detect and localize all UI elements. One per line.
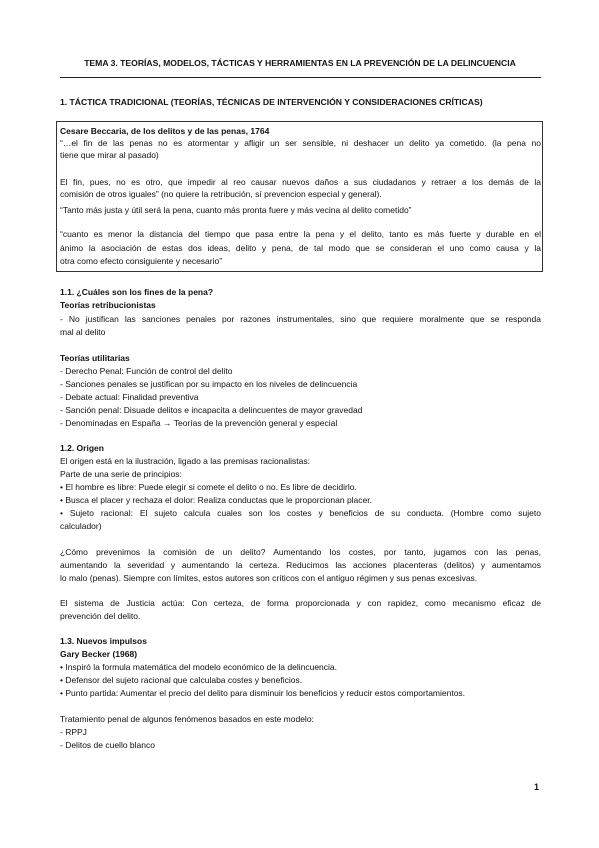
quote-source: Cesare Beccaria, de los delitos y de las penas, 1764 [60,126,270,136]
quote-line: “cuanto es menor la distancia del tiempo que pasa entre la pena y el delito, tanto es más fuerte y durable en el [60,229,541,239]
paragraph-line: - No justifican las sanciones penales por razones instrumentales, sino que requiere moralmente que se responda [60,314,541,324]
quote-line: El fin, pues, no es otro, que impedir al reo causar nuevos daños a sus ciudadanos y retraer a los demás de la [60,177,541,187]
list-item: • Inspiró la formula matemática del modelo económico de la delincuencia. [60,662,338,672]
quote-line: ánimo la asociación de estas dos ideas, delito y pena, de tal modo que se consideran el uno como causa y la [60,243,541,253]
paragraph-line: ¿Cómo prevenimos la comisión de un delito? Aumentando los costes, por tanto, jugamos con las penas, [60,547,541,557]
paragraph-line: mal al delito [60,327,106,337]
quote-line: “Tanto más justa y útil será la pena, cuanto más pronta fuere y más vecina al delito cometido” [60,205,412,215]
paragraph-line: aumentando la severidad y aumentando la certeza. Reducimos las acciones placenteras (delitos) y aumentamos [60,560,541,570]
title-divider [60,77,541,78]
list-item: • El hombre es libre: Puede elegir si comete el delito o no. Es libre de decidirlo. [60,482,357,492]
list-item: - Sanciones penales se justifican por su impacto en los niveles de delincuencia [60,379,358,389]
subheading-retribucionistas: Teorías retribucionistas [60,300,156,310]
subheading-utilitarias: Teorías utilitarias [60,353,130,363]
document-title: TEMA 3. TEORÍAS, MODELOS, TÁCTICAS Y HERRAMIENTAS EN LA PREVENCIÓN DE LA DELINCUENCIA [84,58,516,68]
quote-line: comisión de otros iguales” (no quiere la retribución, sí prevencion especial y general). [60,189,382,199]
list-item: - RPPJ [60,727,87,737]
paragraph-line: prevención del delito. [60,611,141,621]
list-item: • Busca el placer y rechaza el dolor: Realiza conductas que le proporcionan placer. [60,495,372,505]
subsection-1-1-heading: 1.1. ¿Cuáles son los fines de la pena? [60,287,214,297]
paragraph-line: lo malo (penas). Siempre con límites, estos autores son críticos con el antiguo régimen y sus penas excesivas. [60,573,478,583]
list-item: - Debate actual: Finalidad preventiva [60,392,199,402]
subsection-1-2-heading: 1.2. Origen [60,443,104,453]
paragraph-line: El origen está en la ilustración, ligado a las premisas racionalistas: [60,456,310,466]
paragraph-line: El sistema de Justicia actúa: Con certeza, de forma proporcionada y con rapidez, como mecanismo eficaz de [60,598,541,608]
subsection-1-3-heading: 1.3. Nuevos impulsos [60,636,147,646]
list-item: - Sanción penal: Disuade delitos e incapacita a delincuentes de mayor gravedad [60,405,363,415]
quote-line: tiene que mirar al pasado) [60,150,159,160]
list-item: • Sujeto racional: El sujeto calcula cuales son los costes y beneficios de su conducta. (Hombre como sujeto [60,508,541,518]
list-item: - Denominadas en España → Teorías de la prevención general y especial [60,418,338,428]
list-item: calculador) [60,521,102,531]
list-item: • Punto partida: Aumentar el precio del delito para disminuir los beneficios y reducir estos comportamientos. [60,688,466,698]
quote-line: otra como efecto consiguiente y necesario” [60,256,223,266]
list-item: • Defensor del sujeto racional que calculaba costes y beneficios. [60,675,303,685]
quote-line: “…el fin de las penas no es atormentar y afligir un ser sensible, ni deshacer un delito ya cometido. (la pena no [60,138,541,148]
section-1-heading: 1. TÁCTICA TRADICIONAL (TEORÍAS, TÉCNICAS DE INTERVENCIÓN Y CONSIDERACIONES CRÍTICAS) [60,97,483,107]
paragraph-line: Tratamiento penal de algunos fenómenos basados en este modelo: [60,714,314,724]
list-item: - Derecho Penal: Función de control del delito [60,366,233,376]
page-number: 1 [534,782,540,792]
author-name: Gary Becker (1968) [60,649,138,659]
list-item: - Delitos de cuello blanco [60,740,155,750]
paragraph-line: Parte de una serie de principios: [60,469,182,479]
